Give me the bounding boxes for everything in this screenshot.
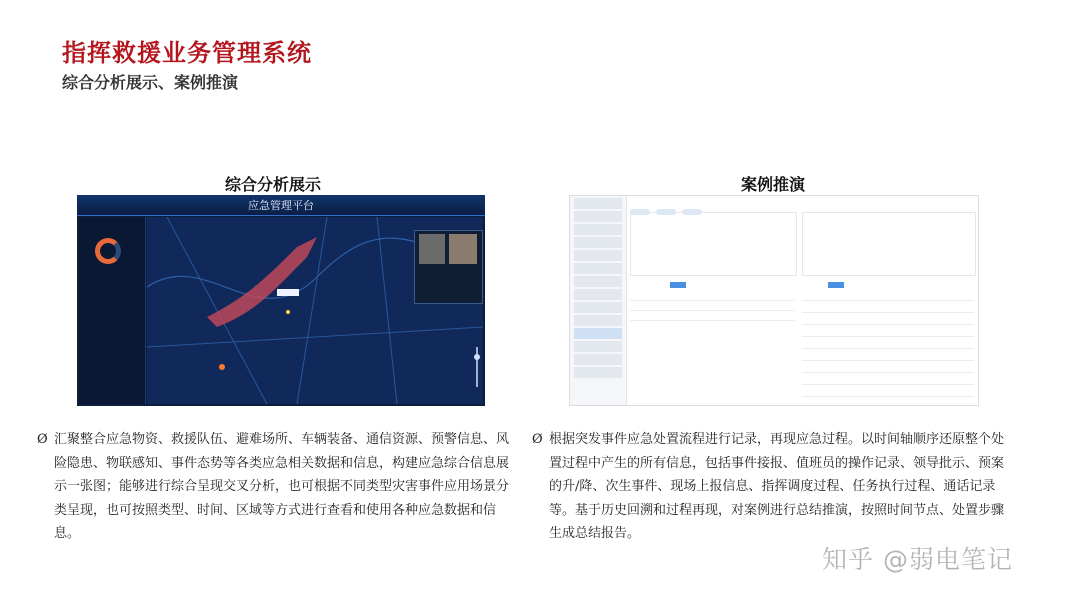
- watermark: 知乎 @弱电笔记: [822, 545, 1013, 574]
- case-query-button-left: [670, 282, 686, 288]
- case-screenshot: [569, 195, 979, 406]
- page-subtitle: 综合分析展示、案例推演: [62, 73, 239, 92]
- case-sidebar: [570, 196, 627, 406]
- case-query-button-right: [828, 282, 844, 288]
- case-chart-left: [630, 212, 797, 276]
- camera-video-panel: [414, 230, 483, 304]
- dashboard-title: 应急管理平台: [248, 199, 314, 212]
- case-chart-right: [802, 212, 976, 276]
- left-description: [37, 428, 512, 546]
- left-panel-heading: 综合分析展示: [225, 175, 322, 194]
- right-bullet: Ø: [532, 432, 543, 447]
- right-panel-heading: 案例推演: [741, 175, 806, 194]
- right-description-text: 根据突发事件应急处置流程进行记录，再现应急过程。以时间轴顺序还原整个处置过程中产生的所有信息，包括事件接报、值班员的操作记录、领导批示、预案的升/降、次生事件、现场上报信息、指挥调度过程、任务执行过程、通话记录等。基于历史回溯和过程再现，对案例进行总结推演，按照时间节点、处置步骤生成总结报告。: [549, 432, 1005, 541]
- dashboard-header: [77, 195, 485, 216]
- left-bullet: Ø: [37, 432, 48, 447]
- dashboard-screenshot: [77, 195, 485, 406]
- page-title: 指挥救援业务管理系统: [62, 38, 312, 67]
- donut-chart-icon: [95, 238, 121, 264]
- left-description-text: 汇聚整合应急物资、救援队伍、避难场所、车辆装备、通信资源、预警信息、风险隐患、物联感知、事件态势等各类应急相关数据和信息，构建应急综合信息展示一张图；能够进行综合呈现交叉分析，也可根据不同类型灾害事件应用场景分类呈现，也可按照类型、时间、区域等方式进行查看和使用各种应急数据和信息。: [54, 432, 510, 541]
- right-description: [532, 428, 1012, 546]
